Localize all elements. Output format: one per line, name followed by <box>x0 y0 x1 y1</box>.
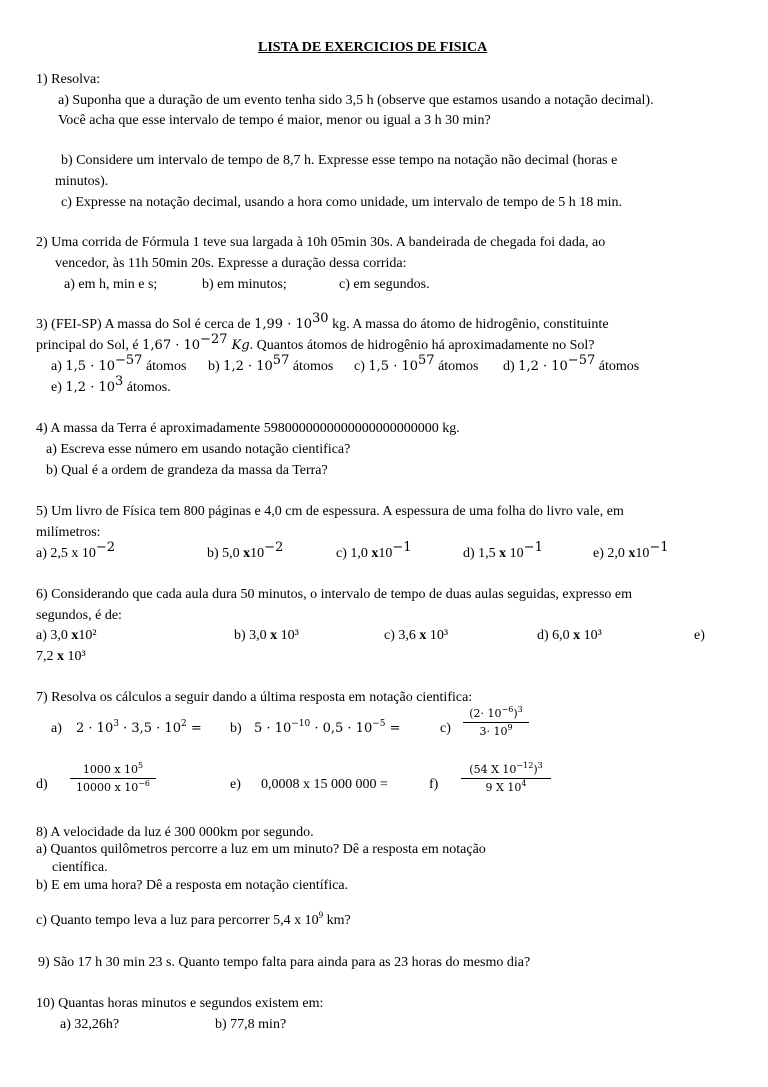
q3-option-d: d) $1,2 \cdot 10^{-57}$ átomos <box>503 353 640 374</box>
q1-item-a-line2: Você acha que esse intervalo de tempo é maior, menor ou igual a 3 h 30 min? <box>58 113 491 128</box>
q6-option-b: b) 3,0 x 10³ <box>234 628 299 643</box>
q3-option-b: b) $1,2 \cdot 10^{57}$ átomos <box>208 353 334 374</box>
q8-item-b: b) E em uma hora? Dê a resposta em notação científica. <box>36 878 349 893</box>
q3-line2: principal do Sol, é $1,67 \cdot 10^{-27}$ Kg. Quantos átomos de hidrogênio há aproximadamente no Sol? <box>36 332 595 353</box>
sun-mass: 1,99 · 10 <box>254 317 313 332</box>
q6-option-e-label: e) <box>694 628 705 643</box>
q2-line1: 2) Uma corrida de Fórmula 1 teve sua largada à 10h 05min 30s. A bandeirada de chegada foi dada, ao <box>36 235 606 250</box>
q7-item-c-label: c) <box>440 721 451 736</box>
q7-item-e-label: e) <box>230 777 241 792</box>
page-title: LISTA DE EXERCICIOS DE FISICA <box>258 40 488 55</box>
q7-item-e-expression: 0,0008 x 15 000 000 = <box>261 777 388 792</box>
q8-item-a-line1: a) Quantos quilômetros percorre a luz em um minuto? Dê a resposta em notação <box>36 842 486 857</box>
q7-item-f-label: f) <box>429 777 439 792</box>
q3-option-e: e) $1,2 \cdot 10^3$ átomos. <box>51 374 171 395</box>
q5-option-d: d) 1,5 x $10^{-1}$ <box>463 540 543 561</box>
q10-item-a: a) 32,26h? <box>60 1017 120 1032</box>
q7-item-d-label: d) <box>36 777 48 792</box>
q7-item-d-denominator: 10000 x $10^{-6}$ <box>76 779 150 794</box>
q7-item-c-numerator: $(2\cdot 10^{-6})^3$ <box>463 707 529 723</box>
q7-item-c-fraction <box>463 707 529 738</box>
q7-item-c-denominator: $3\cdot 10^9$ <box>479 723 513 738</box>
q2-line2: vencedor, às 11h 50min 20s. Expresse a duração dessa corrida: <box>55 256 407 271</box>
q1-item-b-line2: minutos). <box>55 174 109 189</box>
q6-option-a: a) 3,0 x10² <box>36 628 97 643</box>
q7-item-b-label: b) <box>230 721 242 736</box>
q1-item-c: c) Expresse na notação decimal, usando a hora como unidade, um intervalo de tempo de 5 h 18 min. <box>61 195 622 210</box>
q2-option-b: b) em minutos; <box>202 277 287 292</box>
hydrogen-mass: 1,67 · 10 <box>142 338 201 353</box>
q5-option-c: c) 1,0 $x10^{-1}$ <box>336 540 412 561</box>
q8-item-a-line2: científica. <box>52 860 108 875</box>
q3-option-a: a) $1,5 \cdot 10^{-57}$ átomos <box>51 353 187 374</box>
q7-item-a-expression: $2 \cdot 10^3 \cdot 3,5 \cdot 10^2$ = <box>76 719 202 736</box>
q5-line1: 5) Um livro de Física tem 800 páginas e 4,0 cm de espessura. A espessura de uma folha do livro vale, em <box>36 504 624 519</box>
q1-item-b-line1: b) Considere um intervalo de tempo de 8,7 h. Expresse esse tempo na notação não decimal (horas e <box>61 153 618 168</box>
q5-line2: milímetros: <box>36 525 101 540</box>
q6-line1: 6) Considerando que cada aula dura 50 minutos, o intervalo de tempo de duas aulas seguidas, expresso em <box>36 587 633 602</box>
q3-line1: 3) (FEI-SP) A massa do Sol é cerca de $1,99 \cdot 10^{30}$ kg. A massa do átomo de hidrogênio, constituinte <box>36 311 609 332</box>
q9-line1: 9) São 17 h 30 min 23 s. Quanto tempo falta para ainda para as 23 horas do mesmo dia? <box>38 955 531 970</box>
q4-item-a: a) Escreva esse número em usando notação cientifica? <box>46 442 351 457</box>
q2-option-a: a) em h, min e s; <box>64 277 158 292</box>
q5-option-e: e) 2,0 $x10^{-1}$ <box>593 540 669 561</box>
q6-option-e-value: 7,2 x 10³ <box>36 649 86 664</box>
q1-item-a-line1: a) Suponha que a duração de um evento tenha sido 3,5 h (observe que estamos usando a notação decimal). <box>58 93 654 108</box>
q6-option-c: c) 3,6 x 10³ <box>384 628 449 643</box>
q7-item-f-numerator: (54 X $10^{-12})^3$ <box>461 763 551 779</box>
q4-item-b: b) Qual é a ordem de grandeza da massa da Terra? <box>46 463 328 478</box>
q3-option-c: c) $1,5 \cdot 10^{57}$ átomos <box>354 353 479 374</box>
q6-line2: segundos, é de: <box>36 608 122 623</box>
q1-heading: 1) Resolva: <box>36 72 101 87</box>
q2-option-c: c) em segundos. <box>339 277 430 292</box>
q5-option-b: b) 5,0 $x10^{-2}$ <box>207 540 284 561</box>
q8-item-c: c) Quanto tempo leva a luz para percorrer 5,4 x $10^9$ km? <box>36 910 351 928</box>
q8-heading: 8) A velocidade da luz é 300 000km por segundo. <box>36 825 314 840</box>
q6-option-d: d) 6,0 x 10³ <box>537 628 602 643</box>
q7-heading: 7) Resolva os cálculos a seguir dando a última resposta em notação cientifica: <box>36 690 473 705</box>
q7-item-f-fraction <box>461 763 551 794</box>
q7-item-b-expression: $5 \cdot 10^{-10} \cdot 0,5 \cdot 10^{-5}$ = <box>254 719 401 736</box>
q10-heading: 10) Quantas horas minutos e segundos existem em: <box>36 996 324 1011</box>
q10-item-b: b) 77,8 min? <box>215 1017 287 1032</box>
q5-option-a: a) 2,5 x $10^{-2}$ <box>36 540 116 561</box>
q4-line1: 4) A massa da Terra é aproximadamente 5980000000000000000000000 kg. <box>36 421 460 436</box>
q7-item-d-fraction <box>70 763 156 794</box>
q7-item-f-denominator: 9 X $10^4$ <box>485 779 527 794</box>
q7-item-d-numerator: 1000 x $10^5$ <box>70 763 156 779</box>
q7-item-a-label: a) <box>51 721 62 736</box>
